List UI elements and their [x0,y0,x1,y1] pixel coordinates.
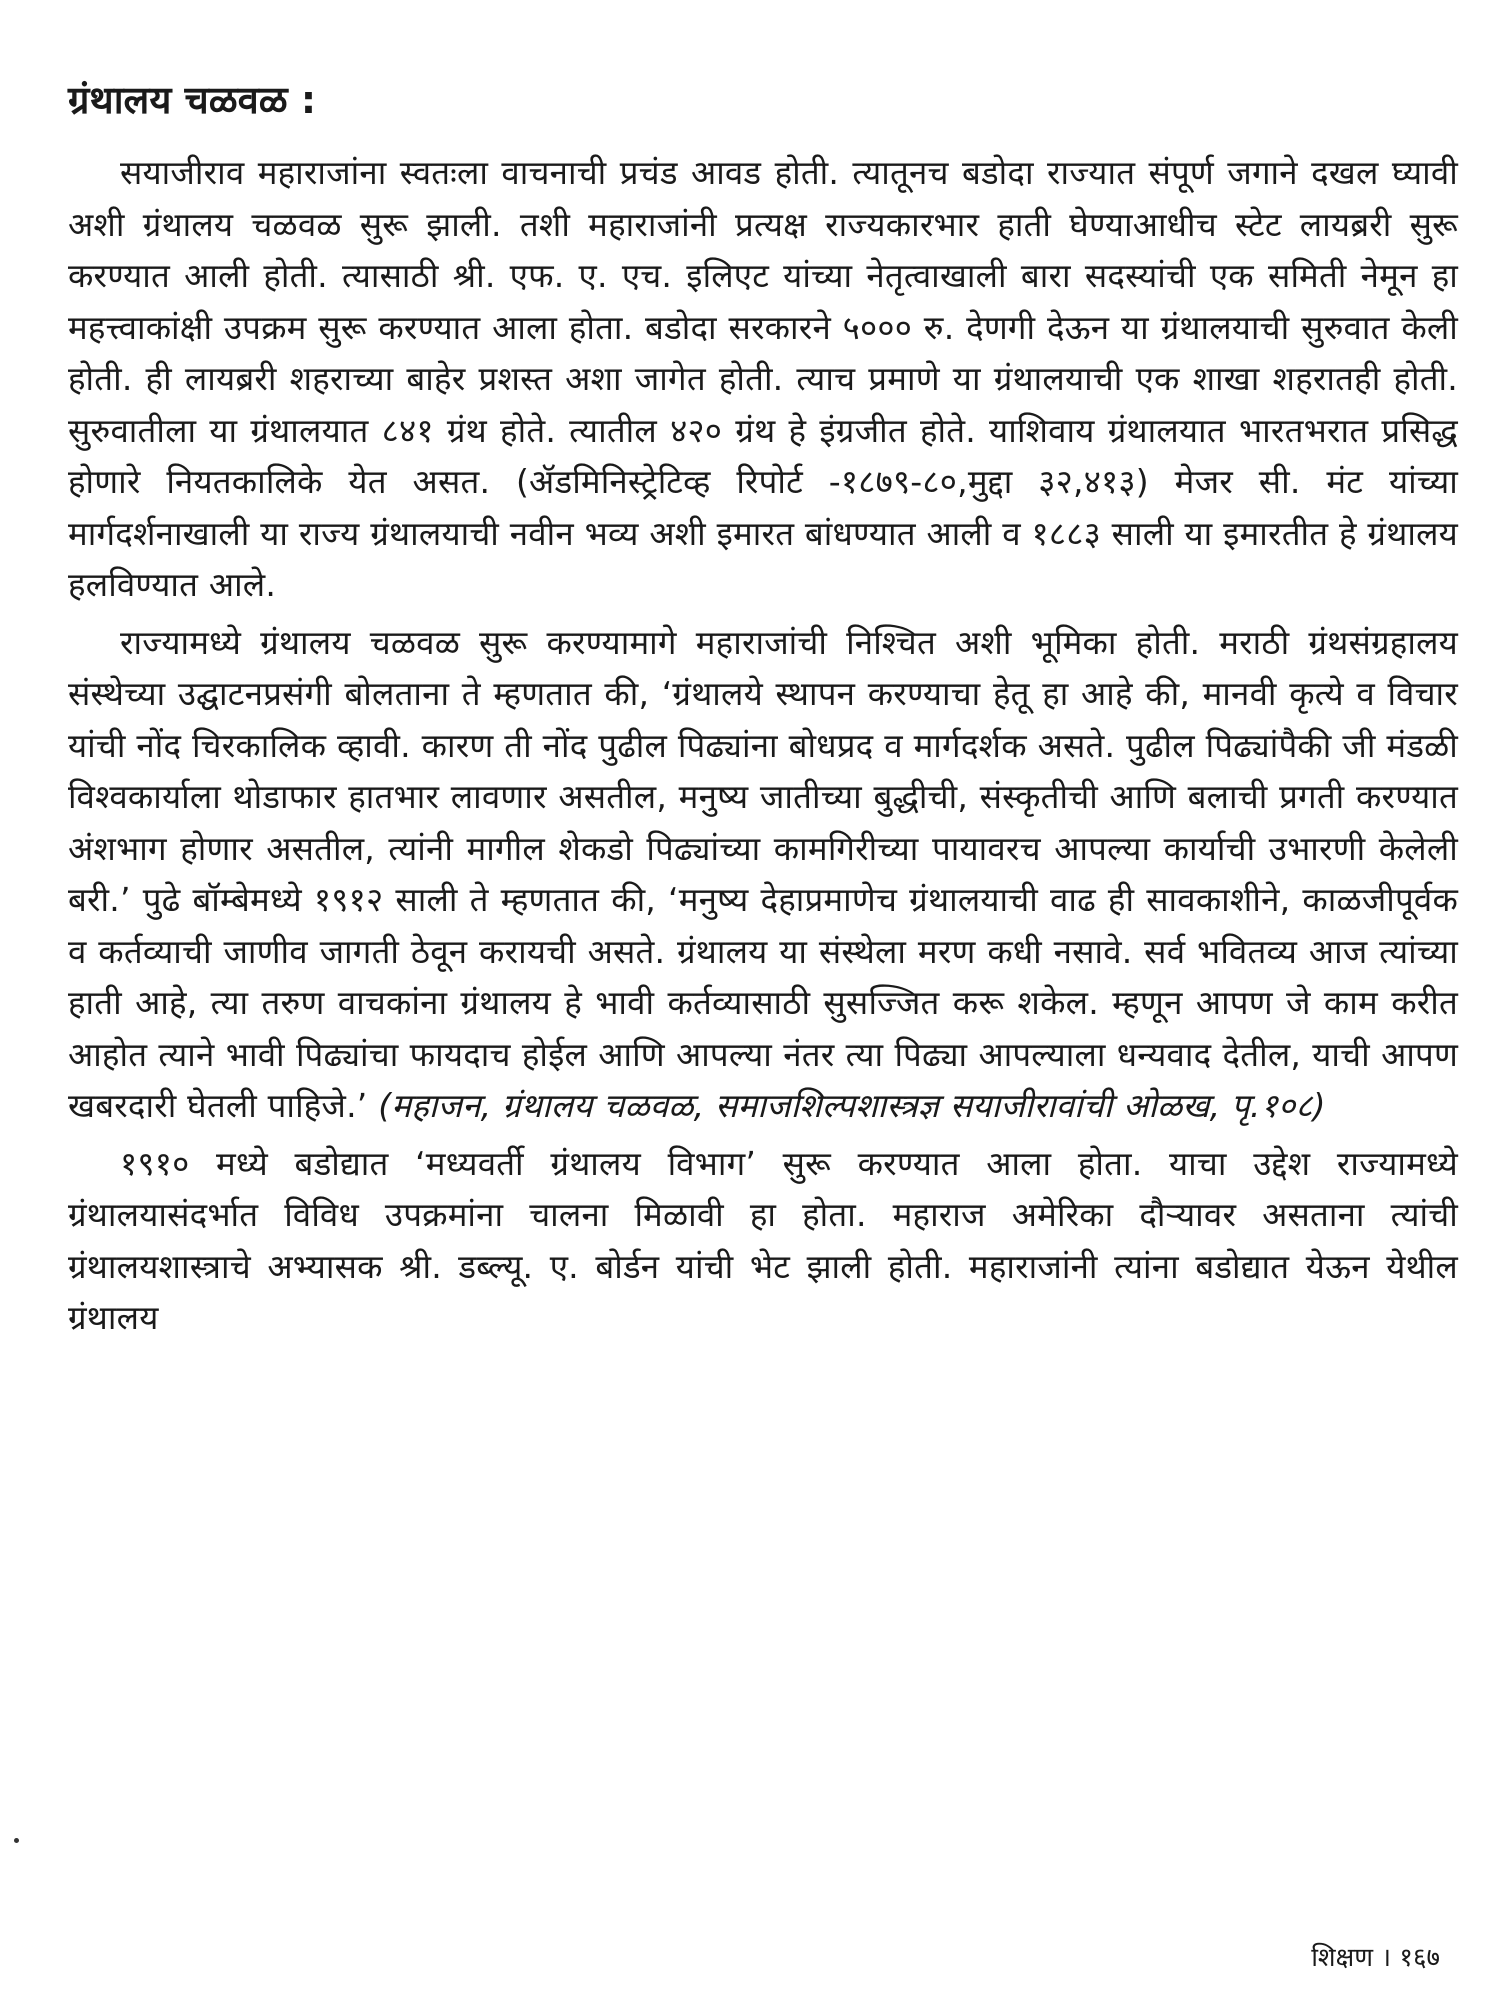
paragraph-2 [68,617,1458,1132]
section-heading: ग्रंथालय चळवळ : [68,78,317,122]
page-content [68,75,1458,1350]
citation: (महाजन, ग्रंथालय चळवळ, समाजशिल्पशास्त्रज्ञ सयाजीरावांची ओळख, पृ.१०८) [378,1086,1326,1125]
paragraph-3: १९१० मध्ये बडोद्यात ‘मध्यवर्ती ग्रंथालय विभाग’ सुरू करण्यात आला होता. याचा उद्देश राज्यामध्ये ग्रंथालयासंदर्भात विविध उपक्रमांना चालना मिळावी हा होता. महाराज अमेरिका दौऱ्यावर असताना त्यांची ग्रंथालयशास्त्राचे अभ्यासक श्री. डब्ल्यू. ए. बोर्डन यांची भेट झाली होती. महाराजांनी त्यांना बडोद्यात येऊन येथील ग्रंथालय [68,1143,1458,1337]
page-footer: शिक्षण । १६७ [1311,1943,1440,1973]
margin-dot [14,1838,19,1843]
paragraph-1: सयाजीराव महाराजांना स्वतःला वाचनाची प्रचंड आवड होती. त्यातूनच बडोदा राज्यात संपूर्ण जगाने दखल घ्यावी अशी ग्रंथालय चळवळ सुरू झाली. तशी महाराजांनी प्रत्यक्ष राज्यकारभार हाती घेण्याआधीच स्टेट लायब्ररी सुरू करण्यात आली होती. त्यासाठी श्री. एफ. ए. एच. इलिएट यांच्या नेतृत्वाखाली बारा सदस्यांची एक समिती नेमून हा महत्त्वाकांक्षी उपक्रम सुरू करण्यात आला होता. बडोदा सरकारने ५००० रु. देणगी देऊन या ग्रंथालयाची सुरुवात केली होती. ही लायब्ररी शहराच्या बाहेर प्रशस्त अशा जागेत होती. त्याच प्रमाणे या ग्रंथालयाची एक शाखा शहरातही होती. सुरुवातीला या ग्रंथालयात ८४१ ग्रंथ होते. त्यातील ४२० ग्रंथ हे इंग्रजीत होते. याशिवाय ग्रंथालयात भारतभरात प्रसिद्ध होणारे नियतकालिके येत असत. (ॲडमिनिस्ट्रेटिव्ह रिपोर्ट -१८७९-८०,मुद्दा ३२,४१३) मेजर सी. मंट यांच्या मार्गदर्शनाखाली या राज्य ग्रंथालयाची नवीन भव्य अशी इमारत बांधण्यात आली व १८८३ साली या इमारतीत हे ग्रंथालय हलविण्यात आले. [68,153,1458,604]
paragraph-2-text: राज्यामध्ये ग्रंथालय चळवळ सुरू करण्यामागे महाराजांची निश्चित अशी भूमिका होती. मराठी ग्रंथसंग्रहालय संस्थेच्या उद्घाटनप्रसंगी बोलताना ते म्हणतात की, ‘ग्रंथालये स्थापन करण्याचा हेतू हा आहे की, मानवी कृत्ये व विचार यांची नोंद चिरकालिक व्हावी. कारण ती नोंद पुढील पिढ्यांना बोधप्रद व मार्गदर्शक असते. पुढील पिढ्यांपैकी जी मंडळी विश्वकार्याला थोडाफार हातभार लावणार असतील, मनुष्य जातीच्या बुद्धीची, संस्कृतीची आणि बलाची प्रगती करण्यात अंशभाग होणार असतील, त्यांनी मागील शेकडो पिढ्यांच्या कामगिरीच्या पायावरच आपल्या कार्याची उभारणी केलेली बरी.’ पुढे बॉम्बेमध्ये १९१२ साली ते म्हणतात की, ‘मनुष्य देहाप्रमाणेच ग्रंथालयाची वाढ ही सावकाशीने, काळजीपूर्वक व कर्तव्याची जाणीव जागती ठेवून करायची असते. ग्रंथालय या संस्थेला मरण कधी नसावे. सर्व भवितव्य आज त्यांच्या हाती आहे, त्या तरुण वाचकांना ग्रंथालय हे भावी कर्तव्यासाठी सुसज्जित करू शकेल. म्हणून आपण जे काम करीत आहोत त्याने भावी पिढ्यांचा फायदाच होईल आणि आपल्या नंतर त्या पिढ्या आपल्याला धन्यवाद देतील, याची आपण खबरदारी घेतली पाहिजे.’ [68,622,1458,1125]
